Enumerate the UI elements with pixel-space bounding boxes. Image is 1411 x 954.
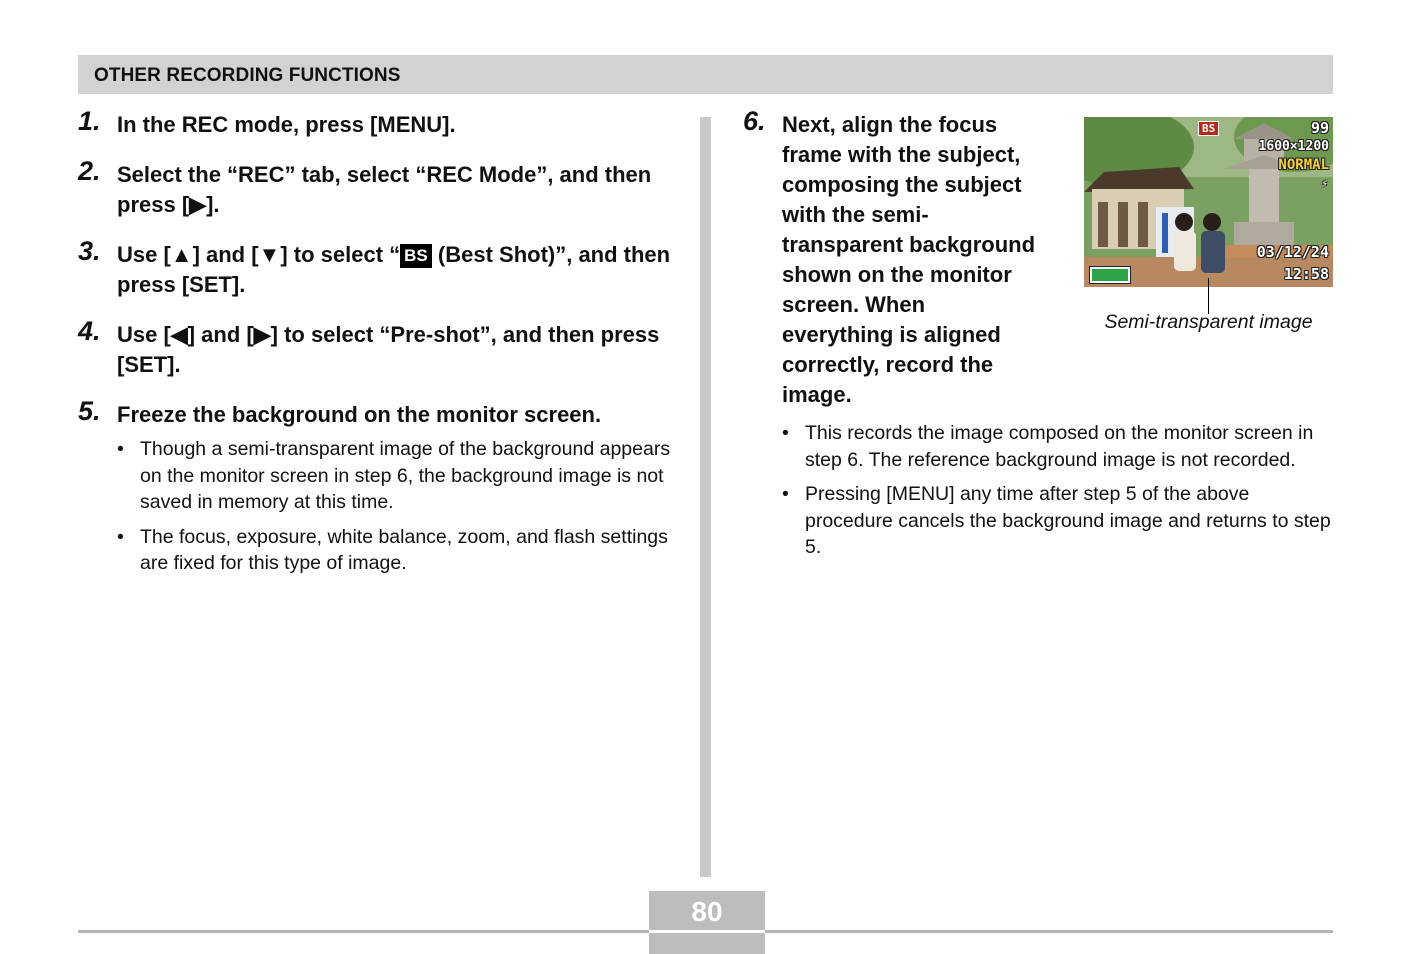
step-text: Use [◀] and [▶] to select “Pre-shot”, and then press [SET].	[117, 322, 660, 377]
time-display: 12:58	[1283, 265, 1329, 283]
shots-remaining: 99	[1310, 119, 1329, 137]
bullet-list	[782, 420, 1335, 561]
best-shot-icon: BS	[400, 244, 432, 268]
page-number-box	[649, 891, 765, 954]
right-column	[743, 106, 1335, 581]
image-quality: NORMAL	[1278, 157, 1329, 173]
step-number: 6.	[743, 106, 766, 136]
caption-leader-line	[1208, 278, 1209, 314]
step-text: Freeze the background on the monitor screen.	[117, 402, 602, 427]
step-text-part: Use [▲] and [▼] to select “	[117, 242, 401, 267]
bullet-item: • The focus, exposure, white balance, zoom, and flash settings are fixed for this type of image.	[117, 524, 678, 577]
left-column	[78, 106, 678, 597]
step-1	[78, 106, 678, 140]
step-5	[78, 396, 678, 577]
page-number: 80	[691, 896, 723, 927]
step-4	[78, 316, 678, 380]
bullet-list	[117, 436, 678, 577]
step-text-part: (Best Shot)”, and then press [SET].	[117, 242, 671, 297]
step-number: 1.	[78, 106, 101, 136]
step-text: Select the “REC” tab, select “REC Mode”, and then press [▶].	[117, 162, 652, 217]
bullet-item: • Though a semi-transparent image of the background appears on the monitor screen in step 6, the background image is not saved in memory at this time.	[117, 436, 678, 516]
step-number: 5.	[78, 396, 101, 426]
date-display: 03/12/24	[1256, 243, 1329, 261]
step-number: 4.	[78, 316, 101, 346]
monitor-screen-image	[1084, 117, 1333, 287]
step-2	[78, 156, 678, 220]
step-number: 3.	[78, 236, 101, 266]
image-size: 1600×1200	[1258, 139, 1329, 154]
battery-full-icon	[1090, 267, 1130, 283]
page-box-separator	[649, 930, 765, 933]
column-divider	[700, 117, 711, 877]
step-text: In the REC mode, press [MENU].	[117, 112, 456, 137]
step-text	[117, 240, 678, 300]
best-shot-mode-icon: BS	[1198, 121, 1219, 136]
section-title: OTHER RECORDING FUNCTIONS	[94, 65, 401, 86]
bullet-item: • This records the image composed on the monitor screen in step 6. The reference background image is not recorded.	[782, 420, 1335, 473]
flash-mode-icon: ⚡	[1321, 177, 1328, 190]
image-caption: Semi-transparent image	[1104, 311, 1313, 333]
step-number: 2.	[78, 156, 101, 186]
step-text: Next, align the focus frame with the subject, composing the subject with the semi-transparent background shown on the monitor screen. When everything is aligned correctly, record the image.	[782, 112, 1036, 407]
step-3	[78, 236, 678, 300]
bullet-item: • Pressing [MENU] any time after step 5 of the above procedure cancels the background image and returns to step 5.	[782, 481, 1335, 561]
section-header-bar	[78, 55, 1333, 94]
